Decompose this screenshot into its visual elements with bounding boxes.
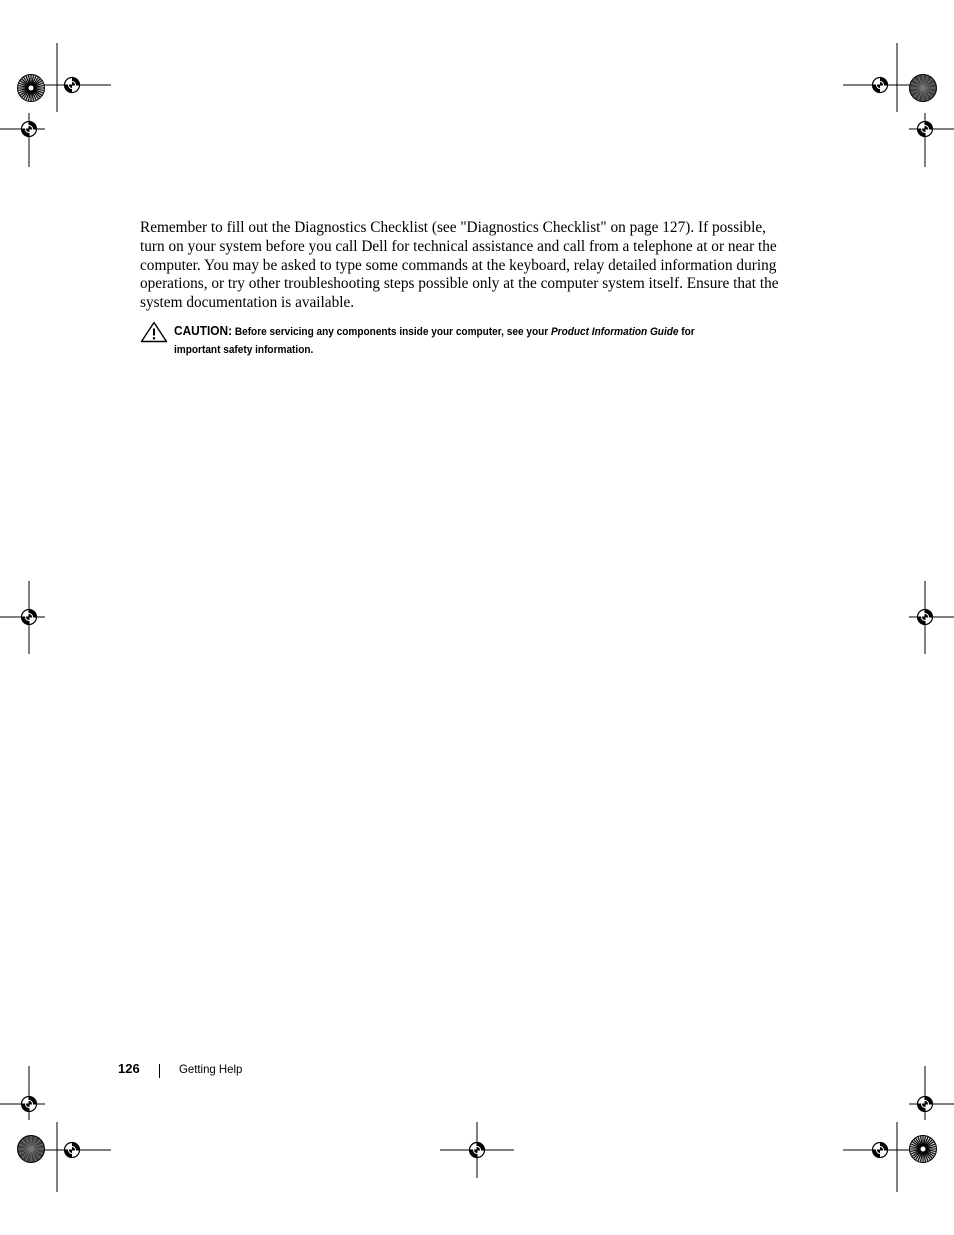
registration-crosshair-icon	[873, 78, 888, 93]
registration-crosshair-icon	[918, 610, 933, 625]
registration-crosshair-icon	[65, 1143, 80, 1158]
color-starburst-icon	[18, 1136, 45, 1163]
registration-crosshair-icon	[22, 610, 37, 625]
registration-crosshair-icon	[918, 122, 933, 137]
footer-divider	[159, 1064, 160, 1078]
caution-line	[174, 322, 759, 342]
section-title: Getting Help	[179, 1062, 243, 1076]
body-line: Remember to fill out the Diagnostics Checklist (see "Diagnostics Checklist" on page 127). If possible,	[140, 219, 766, 236]
body-line: turn on your system before you call Dell for technical assistance and call from a telephone at or near the	[140, 237, 777, 255]
registration-crosshair-icon	[918, 1097, 933, 1112]
body-paragraph	[140, 219, 816, 313]
caution-body-end: for	[678, 326, 695, 338]
guide-title: Product Information Guide	[550, 326, 679, 338]
registration-crosshair-icon	[65, 78, 80, 93]
registration-crosshair-icon	[22, 1097, 37, 1112]
color-starburst-icon	[18, 75, 45, 102]
body-line: computer. You may be asked to type some commands at the keyboard, relay detailed information during	[140, 256, 777, 274]
caution-label: CAUTION:	[174, 323, 233, 338]
registration-crosshair-icon	[22, 122, 37, 137]
color-starburst-icon	[910, 1136, 937, 1163]
body-line: system documentation is available.	[140, 294, 355, 312]
registration-crosshair-icon	[873, 1143, 888, 1158]
page-number: 126	[118, 1061, 140, 1076]
registration-crosshair-icon	[470, 1143, 485, 1158]
color-starburst-icon	[910, 75, 937, 102]
warning-triangle-icon	[140, 321, 168, 343]
caution-body: Before servicing any components inside your computer, see your	[232, 326, 551, 338]
caution-line-2: important safety information.	[174, 343, 314, 356]
caution-text	[174, 322, 759, 359]
body-line: operations, or try other troubleshooting steps possible only at the computer system itself. Ensure that the	[140, 275, 779, 293]
